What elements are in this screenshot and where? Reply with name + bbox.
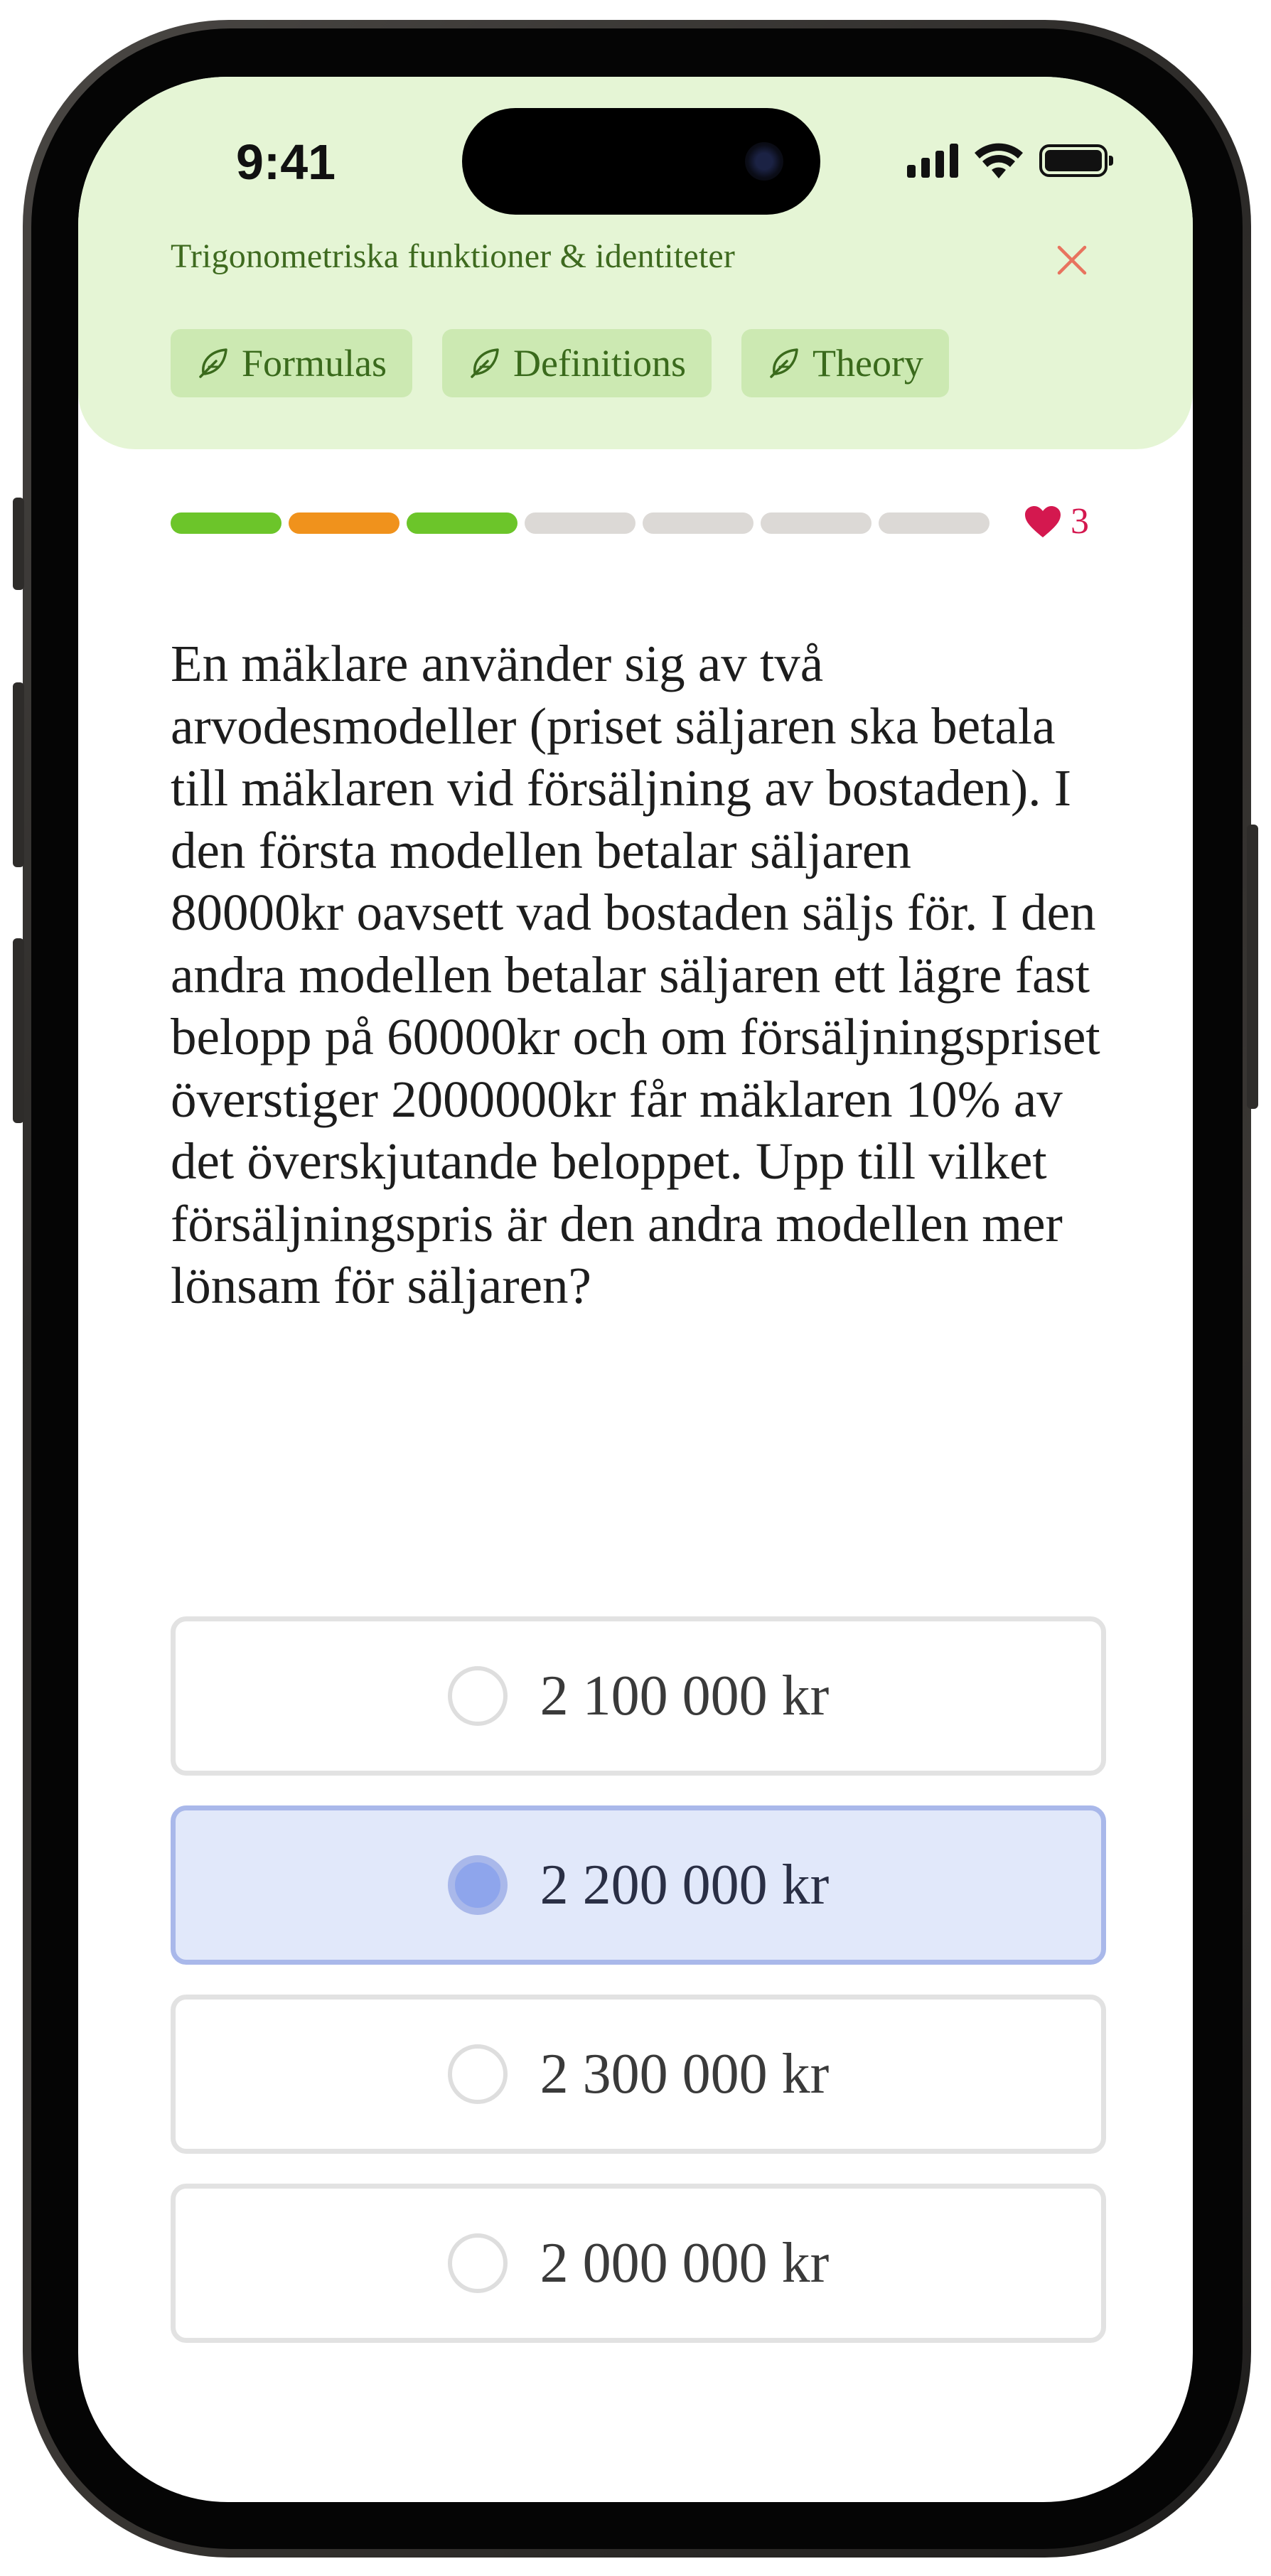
course-title: Trigonometriska funktioner & identiteter [171, 237, 736, 275]
answer-option-4[interactable] [171, 2184, 1106, 2343]
feather-icon [466, 345, 502, 381]
battery-icon [1039, 144, 1108, 177]
status-time: 9:41 [236, 134, 336, 190]
quiz-header [78, 77, 1193, 449]
progress-segment-correct [171, 512, 281, 534]
power-button [1247, 825, 1258, 1109]
theory-chip-label: Theory [813, 342, 923, 385]
formulas-chip-label: Formulas [242, 342, 387, 385]
action-button [13, 498, 24, 590]
radio-empty-icon[interactable] [448, 2044, 508, 2104]
close-button[interactable] [1049, 237, 1095, 283]
answer-option-label: 2 200 000 kr [540, 1853, 830, 1916]
volume-up-button [13, 682, 24, 867]
cellular-signal-icon [907, 144, 958, 178]
formulas-chip[interactable] [171, 329, 412, 397]
reference-chips [171, 329, 949, 397]
wifi-icon [974, 141, 1024, 180]
answer-option-label: 2 300 000 kr [540, 2042, 830, 2105]
heart-icon [1024, 505, 1062, 539]
progress-segment-pending [643, 512, 754, 534]
lives-counter [1024, 500, 1089, 542]
definitions-chip[interactable] [442, 329, 712, 397]
dynamic-island [462, 108, 820, 215]
radio-empty-icon[interactable] [448, 1666, 508, 1726]
feather-icon [195, 345, 230, 381]
progress-segment-pending [879, 512, 990, 534]
answer-option-label: 2 000 000 kr [540, 2231, 830, 2295]
answer-option-2[interactable] [171, 1805, 1106, 1965]
volume-down-button [13, 938, 24, 1123]
radio-empty-icon[interactable] [448, 2233, 508, 2293]
answer-option-3[interactable] [171, 1995, 1106, 2154]
question-text: En mäklare använder sig av två arvodesmodeller (priset säljaren ska betala till mäklaren vid försäljning av bostaden). I den första modellen betalar säljaren 80000kr oavsett vad bostaden säljs för. I den andra modellen betalar säljaren ett lägre fast belopp på 60000kr och om försäljningspriset överstiger 2000000kr får mäklaren 10% av det överskjutande beloppet. Upp till vilket försäljningspris är den andra modellen mer lönsam för säljaren? [171, 635, 1100, 1314]
radio-selected-icon[interactable] [448, 1855, 508, 1915]
answer-option-label: 2 100 000 kr [540, 1664, 830, 1727]
front-camera-icon [745, 142, 783, 181]
feather-icon [766, 345, 801, 381]
definitions-chip-label: Definitions [513, 342, 686, 385]
progress-segment-pending [525, 512, 636, 534]
progress-segment-correct [407, 512, 517, 534]
status-icons [907, 139, 1108, 182]
close-icon [1056, 245, 1088, 276]
progress-bar [171, 512, 990, 534]
progress-segment-pending [761, 512, 872, 534]
progress-segment-wrong [289, 512, 399, 534]
answer-option-1[interactable] [171, 1616, 1106, 1776]
lives-count: 3 [1071, 501, 1089, 542]
theory-chip[interactable] [741, 329, 949, 397]
app-screen [78, 77, 1193, 2502]
answer-options [171, 1616, 1106, 2373]
